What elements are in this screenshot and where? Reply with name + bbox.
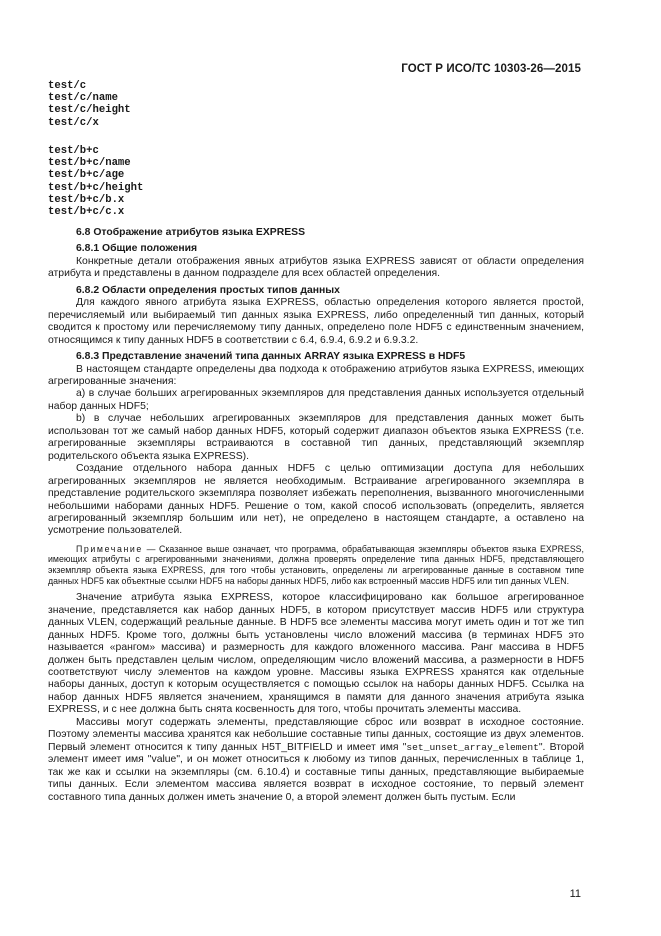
array-elements-paragraph: Массивы могут содержать элементы, представляющие сброс или возврат в исходное состояние. Поэтому элементы массива хранятся как небольшие составные типы данных, состоящие из двух элементов. Первый элемент относится к типу данных H5T_BITFIELD и имеет имя "set_unset_array_element". Второй элемент имеет имя "value", и он может относиться к любому из типов данных, перечисленных в таблице 1, так же как и ссылки на экземпляры (см. 6.10.4) и составные типы данных, представляющие выбираемые типы данных. Если элементом массива является возврат в исходное состояние, то первый элемент составного типа данных должен иметь значение 0, а второй элемент должен быть пустым. Если [48, 716, 584, 803]
page-number: 11 [569, 888, 581, 900]
code-block-paths-bc [48, 145, 143, 218]
code-line: test/c/x [48, 116, 99, 129]
code-line: test/c [48, 80, 87, 92]
code-block-paths-c [48, 80, 131, 129]
section-6-8-1-paragraph: Конкретные детали отображения явных атрибутов языка EXPRESS зависят от области определения атрибута и представлены в данном подразделе для всех областей определения. [48, 255, 584, 280]
note-paragraph [48, 544, 584, 586]
code-line: test/b+c/c.x [48, 205, 125, 218]
inline-code-set-unset: set_unset_array_element [406, 741, 539, 753]
section-6-8-2-title: 6.8.2 Области определения простых типов данных [76, 284, 340, 296]
code-line: test/c/height [48, 104, 131, 117]
section-6-8-3-title: 6.8.3 Представление значений типа данных ARRAY языка EXPRESS в HDF5 [76, 351, 466, 363]
document-body [48, 227, 584, 804]
section-6-8-2-paragraph: Для каждого явного атрибута языка EXPRESS, областью определения которого является простой, перечисляемый или выбираемый тип данных языка EXPRESS, либо определенный тип данных, который сводится к простому или перечисляемому типу данных, определено поле HDF5 с единственным значением, относящимся к типу данных HDF5 в соответствии с 6.4, 6.9.4, 6.9.2 и 6.9.3.2. [48, 297, 584, 346]
code-line: test/b+c/height [48, 181, 144, 194]
code-line: test/b+c/b.x [48, 193, 125, 206]
list-item-b: b) в случае небольших агрегированных экземпляров для представления данных может быть использован тот же самый набор данных HDF5, который содержит диапазон объектов языка EXPRESS (т.е. агрегированные экземпляры встраиваются в составной тип данных, представляющий экземпляр родительского объекта языка EXPRESS). [48, 413, 584, 462]
note-text: — Сказанное выше означает, что программа, обрабатывающая экземпляры объектов языка EXPRESS, имеющих атрибуты с агрегированными значениями, должна проверять определение типа данных HDF5, представляющего экземпляр объекта языка EXPRESS, для того чтобы установить, определены ли агрегированные данные в составном типе данных HDF5 как объектные ссылки HDF5 на наборы данных HDF5, либо как встроенный массив HDF5 или тип данных VLEN. [48, 543, 584, 586]
section-6-8-1-title: 6.8.1 Общие положения [76, 243, 198, 255]
large-aggregate-paragraph: Значение атрибута языка EXPRESS, которое классифицировано как большое агрегированное значение, представляется как набор данных HDF5, в котором присутствует массив HDF5 или структура данных VLEN, содержащий реальные данные. В HDF5 все элементы массива могут иметь один и тот же тип данных HDF5. Кроме того, должны быть установлены число вложений массива (в терминах HDF5 это называется «рангом» массива) и размерность для каждого вложенного массива. Ранг массива в HDF5 должен быть представлен целым числом, определяющим число вложений массива, а размерности в HDF5 соответствуют числу элементов на каждом уровне. Массивы языка EXPRESS хранятся как отдельные наборы данных, доступ к которым осуществляется с помощью ссылок на наборы данных HDF5. Ссылка на набор данных HDF5 является значением, хранящимся в памяти для данного значения атрибута языка EXPRESS, и с нее должна быть снята косвенность для того, чтобы прочитать элементы массива. [48, 592, 584, 716]
embedding-paragraph: Создание отдельного набора данных HDF5 с целью оптимизации доступа для небольших агрегированных экземпляров не является необходимым. Встраивание агрегированного экземпляра в представление родительского экземпляра позволяет избежать переполнения, вызванного многочисленными небольшими наборами данных HDF5. Решение о том, какой способ использовать (определить, является агрегированный экземпляр большим или нет), не определено в настоящем стандарте, а оставлено на усмотрение пользователей. [48, 463, 584, 537]
code-line: test/b+c/age [48, 169, 125, 182]
code-line: test/b+c/name [48, 157, 131, 170]
code-line: test/c/name [48, 92, 118, 105]
standard-header: ГОСТ Р ИСО/ТС 10303-26—2015 [401, 63, 581, 75]
section-6-8-3-intro: В настоящем стандарте определены два подхода к отображению атрибутов языка EXPRESS, имеющих агрегированные значения: [48, 363, 584, 387]
code-line: test/b+c [48, 145, 99, 157]
section-6-8-title: 6.8 Отображение атрибутов языка EXPRESS [76, 227, 306, 238]
list-item-a: а) в случае больших агрегированных экземпляров для представления данных используется отдельный набор данных HDF5; [48, 388, 584, 412]
note-label: Примечание [76, 543, 143, 554]
